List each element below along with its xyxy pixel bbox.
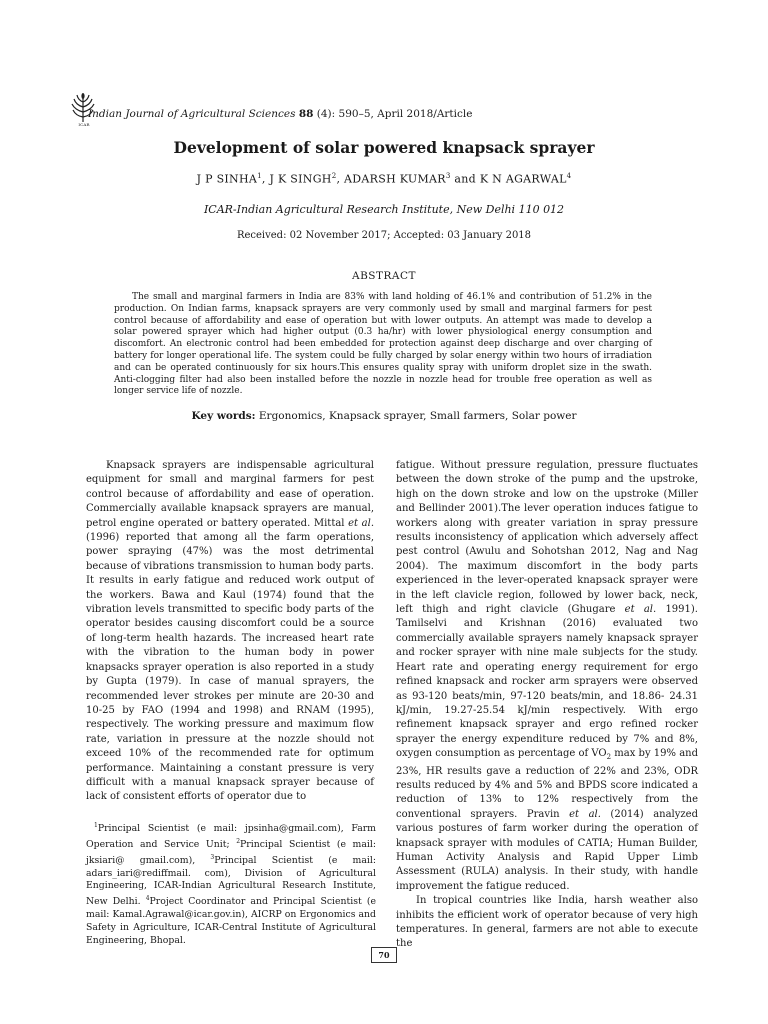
journal-citation <box>88 108 472 120</box>
keywords-label: Key words: <box>191 410 256 422</box>
logo-text: ICAR <box>78 122 90 127</box>
journal-issue-date: (4): 590–5, April 2018/Article <box>316 108 473 120</box>
abstract-text: The small and marginal farmers in India are 83% with land holding of 46.1% and contribution of 51.2% in the production. On Indian farms, knapsack sprayers are very commonly used by small and marginal farmers for pest control because of affordability and ease of operation but with lower outputs. An attempt was made to develop a solar powered sprayer which had higher output (0.3 ha/hr) with lower physiological energy consumption and discomfort. An electronic control had been embedded for protection against deep discharge and over charging of battery for longer operational life. The system could be fully charged by solar energy within two hours of irradiation and can be operated continuously for six hours.This ensures quality spray with uniform droplet size in the swath. Anti-clogging filter had also been installed before the nozzle in nozzle head for trouble free operation as well as longer service life of nozzle. <box>114 292 652 397</box>
footnote-mark: 2 <box>236 837 241 845</box>
author-affil-mark: 3 <box>445 172 451 180</box>
affiliation: ICAR-Indian Agricultural Research Institute, New Delhi 110 012 <box>203 203 565 216</box>
body-italic: et al. <box>569 808 601 820</box>
body-text: fatigue. Without pressure regulation, pressure fluctuates between the down stroke of the pump and the upstroke, high on the down stroke and low on the upstroke (Miller and Bellinder 2001).The lever operation induces fatigue to workers along with greater variation in spray pressure results inconsistency of application which adversely affect pest control (Awulu and Sohotshan 2012, Nag and Nag 2004). The maximum discomfort in the body parts experienced in the lever-operated knapsack sprayer were in the left clavicle region, followed by lower back, neck, left thigh and right clavicle (Ghugare <box>396 460 698 616</box>
author-name: ADARSH KUMAR <box>344 172 446 186</box>
received-dates: Received: 02 November 2017; Accepted: 03 January 2018 <box>236 230 532 241</box>
body-paragraph <box>86 459 374 805</box>
footnote-mark: 4 <box>145 895 150 903</box>
journal-name: Indian Journal of Agricultural Sciences <box>88 108 296 120</box>
body-column-left <box>86 459 374 805</box>
body-column-right <box>396 459 698 952</box>
abstract-heading: ABSTRACT <box>351 270 417 282</box>
body-text: 1991). Tamilselvi and Krishnan (2016) evaluated two commercially available sprayers namely knapsack sprayer and rocker sprayer with nine male subjects for the study. Heart rate and operating energy requirement for ergo refined knapsack and rocker arm sprayers were observed as 93-120 beats/min, 97-120 beats/min, and 18.86- 24.31 kJ/min, 19.27-25.54 kJ/min respectively. With ergo refinement knapsack sprayer and ergo refined rocker sprayer the energy expenditure reduced by 7% and 8%, oxygen consumption as percentage of VO <box>396 604 698 760</box>
keywords-list: Ergonomics, Knapsack sprayer, Small farmers, Solar power <box>258 410 577 422</box>
body-paragraph <box>396 459 698 894</box>
body-subscript: 2 <box>606 753 612 762</box>
author-footnote <box>86 820 376 948</box>
body-text: (2014) analyzed various postures of farm worker during the operation of knapsack sprayer with modules of CATIA; Human Builder, Human Activity Analysis and Rapid Upper Limb Assessment (RULA) analysis. In their study, with handle improvement the fatigue reduced. <box>396 808 698 892</box>
body-text: (1996) reported that among all the farm operations, power spraying (47%) was the most detrimental because of vibrations transmission to human body parts. It results in early fatigue and reduced work output of the workers. Bawa and Kaul (1974) found that the vibration levels transmitted to specific body parts of the operator besides causing discomfort could be a source of long-term health hazards. The increased heart rate with the vibration to the human body in power knapsacks sprayer operation is also reported in a study by Gupta (1979). In case of manual sprayers, the recommended lever strokes per minute are 20-30 and 10-25 by FAO (1994 and 1998) and RNAM (1995), respectively. The working pressure and maximum flow rate, variation in pressure at the nozzle should not exceed 10% of the recommended rate for optimum performance. Maintaining a constant pressure is very difficult with a manual knapsack sprayer because of lack of consistent efforts of operator due to <box>86 532 374 803</box>
footnote-mark: 3 <box>210 853 215 861</box>
body-italic: et al. <box>348 517 374 529</box>
page-number: 70 <box>371 947 397 963</box>
keywords <box>0 410 768 422</box>
author-name: J P SINHA <box>196 172 258 186</box>
author-name: J K SINGH <box>269 172 332 186</box>
body-paragraph: In tropical countries like India, harsh weather also inhibits the efficient work of operator because of very high temperatures. In general, farmers are not able to execute the <box>396 895 698 950</box>
footnote-text: Project Coordinator and Principal Scientist (e mail: Kamal.Agrawal@icar.gov.in), AICRP on Ergonomics and Safety in Agriculture, ICAR-Central Institute of Agricultural Engineering, Bhopal. <box>86 896 376 946</box>
article-title: Development of solar powered knapsack sprayer <box>173 138 595 157</box>
body-text: max by 19% and 23%, HR results gave a reduction of 22% and 23%, ODR results reduced by 4% and 5% and BPDS score indicated a reduction of 13% to 12% respectively from the conventional sprayers. Pravin <box>396 748 699 820</box>
body-text: Knapsack sprayers are indispensable agricultural equipment for small and marginal farmers for pest control because of affordability and ease of operation. Commercially available knapsack sprayers are manual, petrol engine operated or battery operated. Mittal <box>86 460 374 529</box>
author-list: J P SINHA$^1$, J K SINGH$^2$, ADARSH KUMAR$^3$ and K N AGARWAL$^4$ <box>196 172 572 186</box>
footnote-text: Principal Scientist (e mail: adars_iari@rediffmail. com), Division of Agricultural Engineering, ICAR-Indian Agricultural Research Institute, New Delhi. <box>86 854 376 908</box>
footnote-text: Principal Scientist (e mail: jpsinha@gmail.com), Farm Operation and Service Unit; <box>86 823 376 850</box>
body-italic: et al. <box>624 604 657 616</box>
author-affil-mark: 1 <box>257 172 262 180</box>
author-name: K N AGARWAL <box>479 172 567 186</box>
author-affil-mark: 2 <box>331 172 337 180</box>
author-affil-mark: 4 <box>566 172 572 180</box>
footnote-mark: 1 <box>94 822 98 829</box>
footnote-text: Principal Scientist (e mail: jksiari@ gmail.com), <box>86 838 376 866</box>
journal-header <box>68 92 708 132</box>
journal-volume: 88 <box>298 108 314 120</box>
